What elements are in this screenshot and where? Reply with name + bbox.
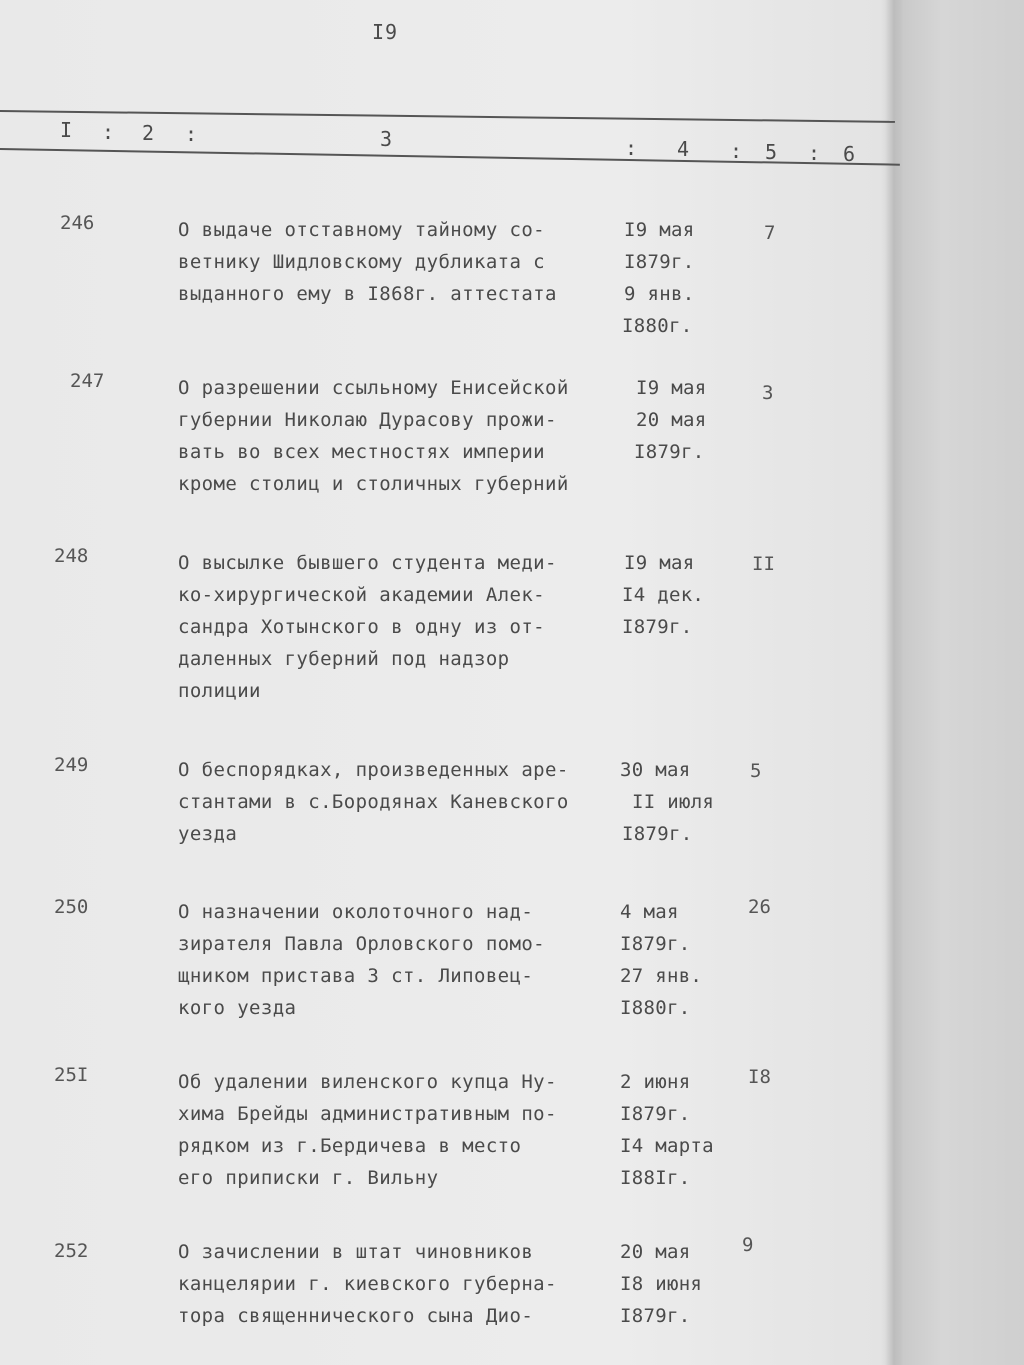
date-line: I9 мая — [624, 219, 695, 241]
entry-dates — [620, 896, 730, 1024]
entry-dates — [620, 754, 730, 850]
description-line: кого уезда — [178, 997, 297, 1019]
description-line: ветнику Шидловскому дубликата с — [178, 251, 546, 273]
date-line: 2 июня — [620, 1071, 691, 1093]
column-header-2: 2 — [142, 121, 155, 145]
entry-dates — [620, 547, 730, 643]
entry-number: 252 — [54, 1240, 89, 1262]
entry-dates — [620, 1236, 730, 1332]
description-line: его приписки г. Вильну — [178, 1167, 439, 1189]
description-line: О назначении околоточного над- — [178, 901, 534, 923]
entry-number: 25I — [54, 1064, 89, 1086]
entry-dates — [620, 1066, 730, 1194]
date-line: 9 янв. — [624, 283, 695, 305]
date-line: II июля — [632, 791, 715, 813]
entry-number: 249 — [54, 754, 89, 776]
page-number: I9 — [372, 20, 399, 44]
column-header-3: 3 — [380, 127, 393, 151]
date-line: I879г. — [634, 441, 705, 463]
description-line: тора священнического сына Дио- — [178, 1305, 534, 1327]
column-separator: : — [102, 120, 115, 144]
description-line: полиции — [178, 680, 261, 702]
description-line: Об удалении виленского купца Ну- — [178, 1071, 557, 1093]
date-line: I9 мая — [624, 552, 695, 574]
description-line: О разрешении ссыльному Енисейской — [178, 377, 569, 399]
description-line: рядком из г.Бердичева в место — [178, 1135, 522, 1157]
description-line: О зачислении в штат чиновников — [178, 1241, 534, 1263]
date-line: 20 мая — [636, 409, 707, 431]
column-header-6: 6 — [843, 142, 856, 166]
entry-count: 26 — [748, 896, 771, 918]
date-line: 4 мая — [620, 901, 679, 923]
entry-count: 7 — [764, 222, 776, 244]
entry-description — [178, 754, 618, 850]
date-line: I879г. — [624, 251, 695, 273]
date-line: I88Iг. — [620, 1167, 691, 1189]
description-line: выданного ему в I868г. аттестата — [178, 283, 557, 305]
entry-description — [178, 1236, 618, 1332]
date-line: 27 янв. — [620, 965, 703, 987]
description-line: вать во всех местностях империи — [178, 441, 546, 463]
date-line: I879г. — [622, 616, 693, 638]
entry-number: 247 — [70, 370, 105, 392]
column-header-4: 4 — [677, 137, 690, 161]
entry-count: 5 — [750, 760, 762, 782]
column-header-5: 5 — [765, 140, 778, 164]
column-separator: : — [808, 141, 821, 165]
date-line: I879г. — [620, 1305, 691, 1327]
entry-count: II — [752, 553, 775, 575]
entry-description — [178, 1066, 618, 1194]
entry-description — [178, 547, 618, 707]
column-separator: : — [625, 136, 638, 160]
date-line: I4 дек. — [622, 584, 705, 606]
description-line: кроме столиц и столичных губерний — [178, 473, 569, 495]
entry-count: 9 — [742, 1234, 754, 1256]
entry-count: I8 — [748, 1066, 771, 1088]
description-line: хима Брейды административным по- — [178, 1103, 557, 1125]
column-header-1: I — [60, 118, 73, 142]
description-line: О высылке бывшего студента меди- — [178, 552, 557, 574]
description-line: сандра Хотынского в одну из от- — [178, 616, 546, 638]
description-line: губернии Николаю Дурасову прожи- — [178, 409, 557, 431]
column-separator: : — [730, 139, 743, 163]
date-line: I8 июня — [620, 1273, 703, 1295]
description-line: ко-хирургической академии Алек- — [178, 584, 546, 606]
description-line: канцелярии г. киевского губерна- — [178, 1273, 557, 1295]
entry-number: 246 — [60, 212, 95, 234]
entry-number: 250 — [54, 896, 89, 918]
description-line: О выдаче отставному тайному со- — [178, 219, 546, 241]
date-line: I879г. — [622, 823, 693, 845]
date-line: 30 мая — [620, 759, 691, 781]
date-line: I879г. — [620, 933, 691, 955]
entry-dates — [620, 372, 730, 468]
date-line: I9 мая — [636, 377, 707, 399]
date-line: I879г. — [620, 1103, 691, 1125]
entry-dates — [620, 214, 730, 342]
description-line: О беспорядках, произведенных аре- — [178, 759, 569, 781]
description-line: уезда — [178, 823, 238, 845]
header-top-rule — [0, 110, 895, 123]
page-fold-shadow — [885, 0, 903, 1365]
entry-description — [178, 896, 618, 1024]
date-line: I4 марта — [620, 1135, 714, 1157]
entry-number: 248 — [54, 545, 89, 567]
description-line: щником пристава 3 ст. Липовец- — [178, 965, 534, 987]
date-line: I880г. — [620, 997, 691, 1019]
date-line: I880г. — [622, 315, 693, 337]
description-line: стантами в с.Бородянах Каневского — [178, 791, 569, 813]
entry-count: 3 — [762, 382, 774, 404]
column-separator: : — [185, 122, 198, 146]
entry-description — [178, 214, 618, 310]
date-line: 20 мая — [620, 1241, 691, 1263]
description-line: зирателя Павла Орловского помо- — [178, 933, 546, 955]
entry-description — [178, 372, 618, 500]
description-line: даленных губерний под надзор — [178, 648, 510, 670]
